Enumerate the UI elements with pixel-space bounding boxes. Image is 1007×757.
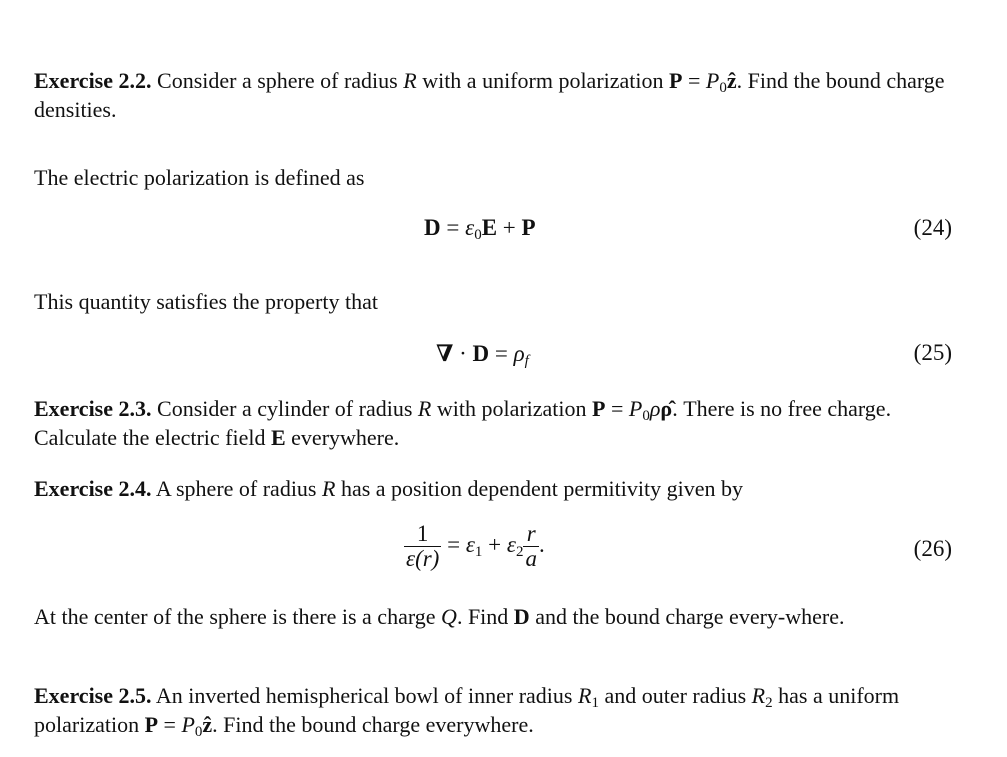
math-op: + xyxy=(488,531,502,557)
exercise-text: A sphere of radius xyxy=(155,476,317,501)
equation-number: (24) xyxy=(913,215,952,240)
math-var: ε xyxy=(506,531,516,557)
exercise-text: and outer radius xyxy=(604,683,747,708)
math-var: P xyxy=(181,712,195,737)
exercise-2-2 xyxy=(34,66,953,124)
math-var: R xyxy=(751,683,766,708)
math-var: ρ xyxy=(513,341,525,366)
paragraph-center-charge xyxy=(34,602,953,631)
paragraph-text: and the bound charge every-where. xyxy=(535,604,845,629)
math-sub: 2 xyxy=(515,543,524,560)
exercise-text: . Find the bound charge densities. xyxy=(34,68,945,122)
math-op: ∇ xyxy=(436,341,454,366)
math-var: R xyxy=(322,476,336,501)
math-op: = xyxy=(610,396,624,421)
fraction-denominator: ε(r) xyxy=(406,546,440,571)
exercise-label: Exercise 2.2. xyxy=(34,68,152,93)
math-var: Q xyxy=(441,604,457,629)
exercise-label: Exercise 2.4. xyxy=(34,476,152,501)
equation-number: (25) xyxy=(913,340,952,365)
math-op: = xyxy=(687,68,701,93)
math-var: ρ xyxy=(649,396,661,421)
math-var: R xyxy=(403,68,417,93)
math-vector: D xyxy=(472,341,490,366)
fraction-numerator: r xyxy=(526,521,536,546)
paragraph-text: . Find xyxy=(456,604,509,629)
math-vector: P xyxy=(144,712,159,737)
exercise-2-3 xyxy=(34,394,953,452)
fraction-numerator: 1 xyxy=(416,521,429,546)
math-vector: E xyxy=(481,215,498,240)
math-op: + xyxy=(502,215,516,240)
equation-body xyxy=(404,522,545,571)
math-op: . xyxy=(538,531,545,557)
math-sub: 2 xyxy=(765,695,773,711)
math-sub: 0 xyxy=(474,227,482,243)
paragraph-text: At the center of the sphere is there is a charge xyxy=(34,604,436,629)
math-vector: D xyxy=(424,215,441,240)
math-var: R xyxy=(417,396,432,421)
math-sub: 1 xyxy=(474,543,483,560)
math-op: = xyxy=(447,531,461,557)
math-var: P xyxy=(628,396,643,421)
math-op: = xyxy=(494,341,508,366)
fraction xyxy=(523,522,539,571)
exercise-label: Exercise 2.5. xyxy=(34,683,152,708)
exercise-text: everywhere. xyxy=(291,425,400,450)
exercise-text: An inverted hemispherical bowl of inner radius xyxy=(155,683,573,708)
math-op: = xyxy=(163,712,176,737)
math-vector: ẑ xyxy=(202,712,213,737)
math-var: P xyxy=(705,68,720,93)
exercise-text: . Find the bound charge everywhere. xyxy=(212,712,534,737)
math-sub: 0 xyxy=(642,408,650,424)
equation-number: (26) xyxy=(913,536,952,561)
math-vector: D xyxy=(513,604,530,629)
math-vector: ρ̂ xyxy=(660,396,673,421)
paragraph-polarization: The electric polarization is defined as xyxy=(34,165,365,190)
math-sub: 0 xyxy=(194,724,203,740)
exercise-text: Consider a cylinder of radius xyxy=(157,396,413,421)
exercise-2-4 xyxy=(34,474,953,503)
fraction xyxy=(404,522,441,571)
exercise-text: has a uniform polarization xyxy=(34,683,900,737)
math-sub: f xyxy=(524,353,529,369)
math-vector: P xyxy=(592,396,606,421)
exercise-text: has a position dependent permitivity given by xyxy=(340,476,743,501)
equation-26 xyxy=(0,522,952,582)
equation-body xyxy=(436,340,529,367)
exercise-text: . There is no free charge. Calculate the electric field xyxy=(34,396,892,450)
math-op: · xyxy=(459,341,467,366)
math-vector: E xyxy=(270,425,286,450)
paragraph-property: This quantity satisfies the property that xyxy=(34,289,378,314)
exercise-text: Consider a sphere of radius xyxy=(157,68,398,93)
exercise-label: Exercise 2.3. xyxy=(34,396,152,421)
math-op: = xyxy=(446,215,460,240)
math-vector: P xyxy=(669,68,683,93)
fraction-denominator: a xyxy=(525,546,537,571)
exercise-text: with polarization xyxy=(436,396,587,421)
math-vector: P xyxy=(521,215,536,240)
math-sub: 1 xyxy=(591,695,599,711)
math-vector: ẑ xyxy=(726,68,737,93)
math-var: ε xyxy=(465,215,475,240)
math-sub: 0 xyxy=(719,80,727,96)
math-var: R xyxy=(577,683,592,708)
equation-body xyxy=(424,215,536,241)
math-var: ε xyxy=(465,531,475,557)
exercise-text: with a uniform polarization xyxy=(422,68,664,93)
exercise-2-5 xyxy=(34,681,953,739)
